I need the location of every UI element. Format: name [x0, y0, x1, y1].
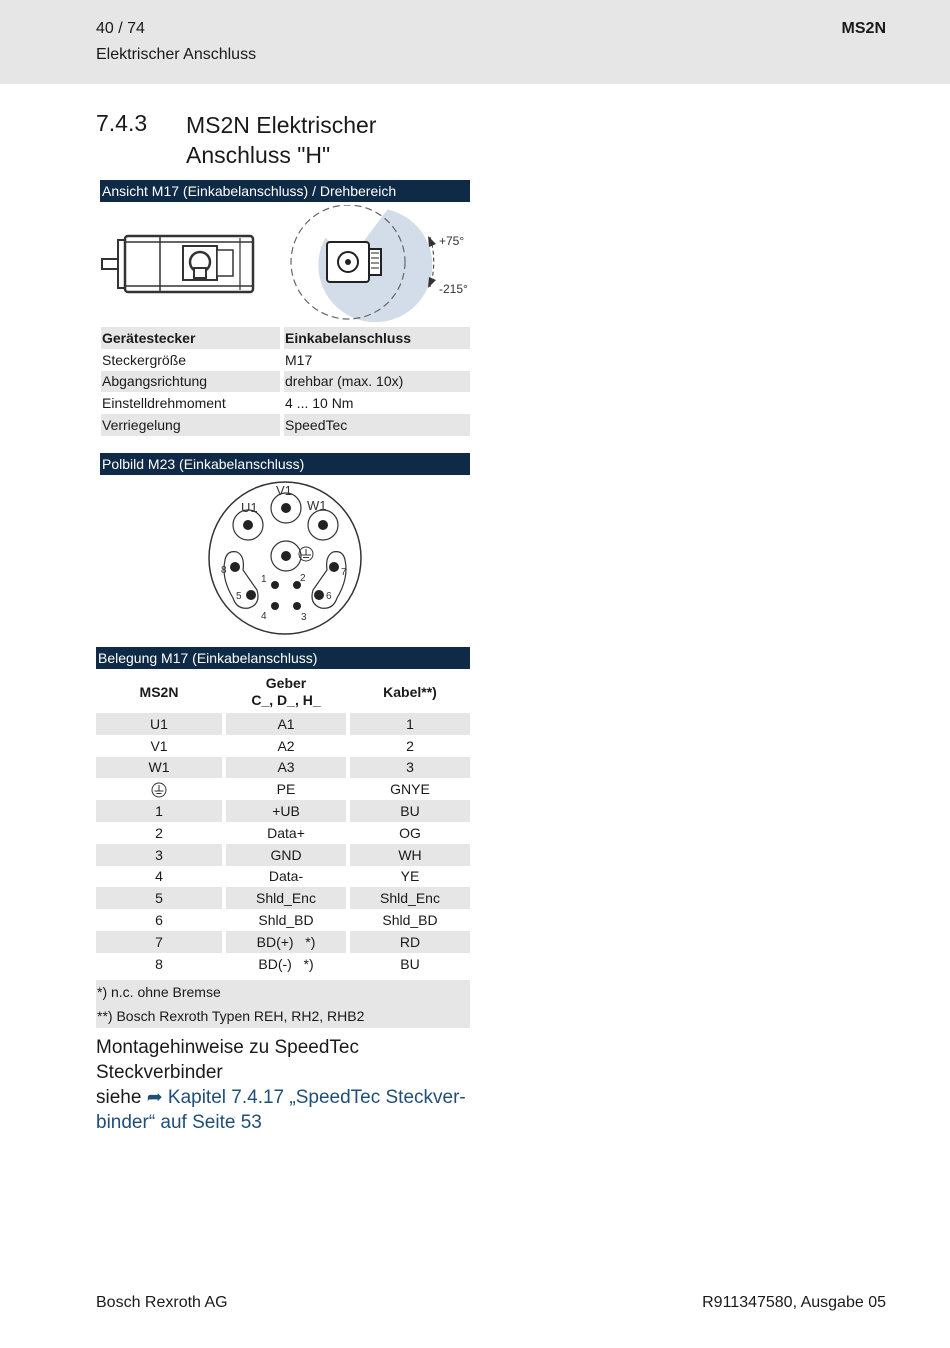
table-cell: 8: [155, 955, 163, 972]
table-row: [96, 800, 470, 822]
table-cell: A1: [226, 713, 346, 735]
section-title: MS2N Elektrischer Anschluss "H": [186, 112, 377, 168]
table-row: [96, 778, 470, 800]
table-cell: Shld_BD: [258, 912, 314, 929]
table-row: [96, 953, 470, 975]
table-cell: Steckergröße: [102, 351, 187, 368]
table-cell: 3: [96, 844, 222, 866]
pin-label-3: 3: [301, 612, 307, 623]
table-row: [101, 392, 470, 414]
column-header-geber-types: C_, D_, H_: [251, 692, 321, 708]
pin-label-4: 4: [261, 611, 267, 622]
table-cell: drehbar (max. 10x): [284, 371, 470, 393]
pin-label-8: 8: [221, 565, 227, 576]
table-cell: Abgangsrichtung: [101, 371, 280, 393]
table-cell: Gerätestecker: [101, 327, 280, 349]
column-header-kabel: Kabel**): [383, 683, 437, 700]
table-cell: M17: [285, 351, 313, 368]
table-row: [96, 735, 470, 757]
column-header-geber-label: Geber: [265, 675, 307, 691]
table-cell: 1: [96, 800, 222, 822]
mounting-note-ref: [96, 1085, 476, 1110]
rotation-minus-label: -215°: [439, 282, 468, 296]
table-cell: Verriegelung: [101, 414, 280, 436]
mounting-note-text: Montagehinweise zu SpeedTec Steckverbinder: [96, 1037, 360, 1083]
rotation-plus-label: +75°: [439, 234, 465, 248]
table-row: [101, 327, 470, 349]
table-cell: Data-: [268, 868, 304, 885]
table-row: [96, 822, 470, 844]
column-header-geber: [226, 671, 346, 713]
table-cell: WH: [350, 844, 470, 866]
view-bar: Ansicht M17 (Einkabelanschluss) / Drehbereich: [100, 180, 470, 202]
table-cell: A2: [277, 737, 295, 754]
connector-spec-table: [97, 327, 474, 436]
table-cell: V1: [150, 737, 168, 754]
table-header-row: [96, 671, 470, 713]
table-cell: Shld_Enc: [350, 887, 470, 909]
table-cell: SpeedTec: [284, 414, 470, 436]
pin-label-w1: W1: [307, 498, 327, 513]
section-number: 7.4.3: [96, 110, 148, 136]
pin-label-7: 7: [341, 567, 347, 578]
ground-icon: [151, 782, 167, 798]
page-number: 40 / 74: [96, 20, 145, 37]
chapter-link-continued[interactable]: binder“ auf Seite 53: [96, 1112, 262, 1133]
table-row: [101, 371, 470, 393]
table-cell: BU: [400, 955, 420, 972]
table-cell: RD: [350, 931, 470, 953]
pin-label-u1: U1: [241, 500, 258, 515]
table-cell: YE: [400, 868, 420, 885]
footnote: **) Bosch Rexroth Typen REH, RH2, RHB2: [97, 1008, 365, 1024]
page-header: [0, 0, 950, 84]
connector-pin-diagram: [205, 478, 365, 638]
table-cell: Data+: [267, 824, 305, 841]
table-row: [96, 844, 470, 866]
table-cell: 6: [155, 912, 163, 929]
table-cell: 4: [155, 868, 163, 885]
table-cell: Einstelldrehmoment: [102, 395, 226, 412]
mounting-note: [96, 1035, 476, 1135]
table-cell: 7: [96, 931, 222, 953]
chapter-link[interactable]: Kapitel 7.4.17 „SpeedTec Steckver-: [167, 1087, 466, 1108]
table-row: [96, 909, 470, 931]
pin-label-v1: V1: [276, 483, 292, 498]
table-cell: OG: [399, 824, 421, 841]
table-cell: 2: [406, 737, 414, 754]
table-cell: W1: [96, 757, 222, 779]
mounting-note-prefix: siehe: [96, 1087, 147, 1108]
motor-side-view: [100, 228, 260, 300]
table-cell: 4 ... 10 Nm: [285, 395, 354, 412]
table-cell: 3: [350, 757, 470, 779]
pin-assignment-table: [92, 671, 474, 975]
table-row: [101, 349, 470, 371]
pin-label-6: 6: [326, 591, 332, 602]
table-row: [96, 887, 470, 909]
table-cell: [96, 778, 222, 800]
table-cell: BU: [350, 800, 470, 822]
table-row: [96, 757, 470, 779]
column-header-ms2n: MS2N: [139, 683, 179, 700]
table-cell: PE: [276, 781, 296, 798]
table-cell: GNYE: [390, 781, 430, 798]
table-cell: 1: [350, 713, 470, 735]
table-cell: +UB: [226, 800, 346, 822]
pin-label-1: 1: [261, 574, 267, 585]
belegung-bar: Belegung M17 (Einkabelanschluss): [96, 647, 470, 669]
table-cell: BD(-) *): [258, 955, 314, 972]
polbild-bar: Polbild M23 (Einkabelanschluss): [100, 453, 470, 475]
table-cell: Einkabelanschluss: [284, 327, 470, 349]
footer-document: R911347580, Ausgabe 05: [702, 1294, 886, 1311]
footer-company: Bosch Rexroth AG: [96, 1294, 228, 1311]
table-cell: 2: [155, 824, 163, 841]
pin-label-5: 5: [236, 591, 242, 602]
footnote: *) n.c. ohne Bremse: [97, 984, 221, 1000]
table-footnotes: [96, 980, 470, 1028]
table-cell: GND: [226, 844, 346, 866]
header-product: MS2N: [841, 20, 886, 37]
table-row: [96, 866, 470, 888]
table-cell: A3: [226, 757, 346, 779]
table-row: [101, 414, 470, 436]
arrow-right-icon: ➦: [146, 1087, 163, 1108]
table-row: [96, 713, 470, 735]
table-cell: BD(+) *): [226, 931, 346, 953]
pin-label-2: 2: [300, 573, 306, 584]
table-cell: Shld_Enc: [226, 887, 346, 909]
table-row: [96, 931, 470, 953]
table-cell: Shld_BD: [382, 912, 438, 929]
rotation-range-diagram: [285, 205, 475, 325]
table-cell: U1: [96, 713, 222, 735]
header-section: Elektrischer Anschluss: [96, 46, 257, 63]
table-cell: 5: [96, 887, 222, 909]
